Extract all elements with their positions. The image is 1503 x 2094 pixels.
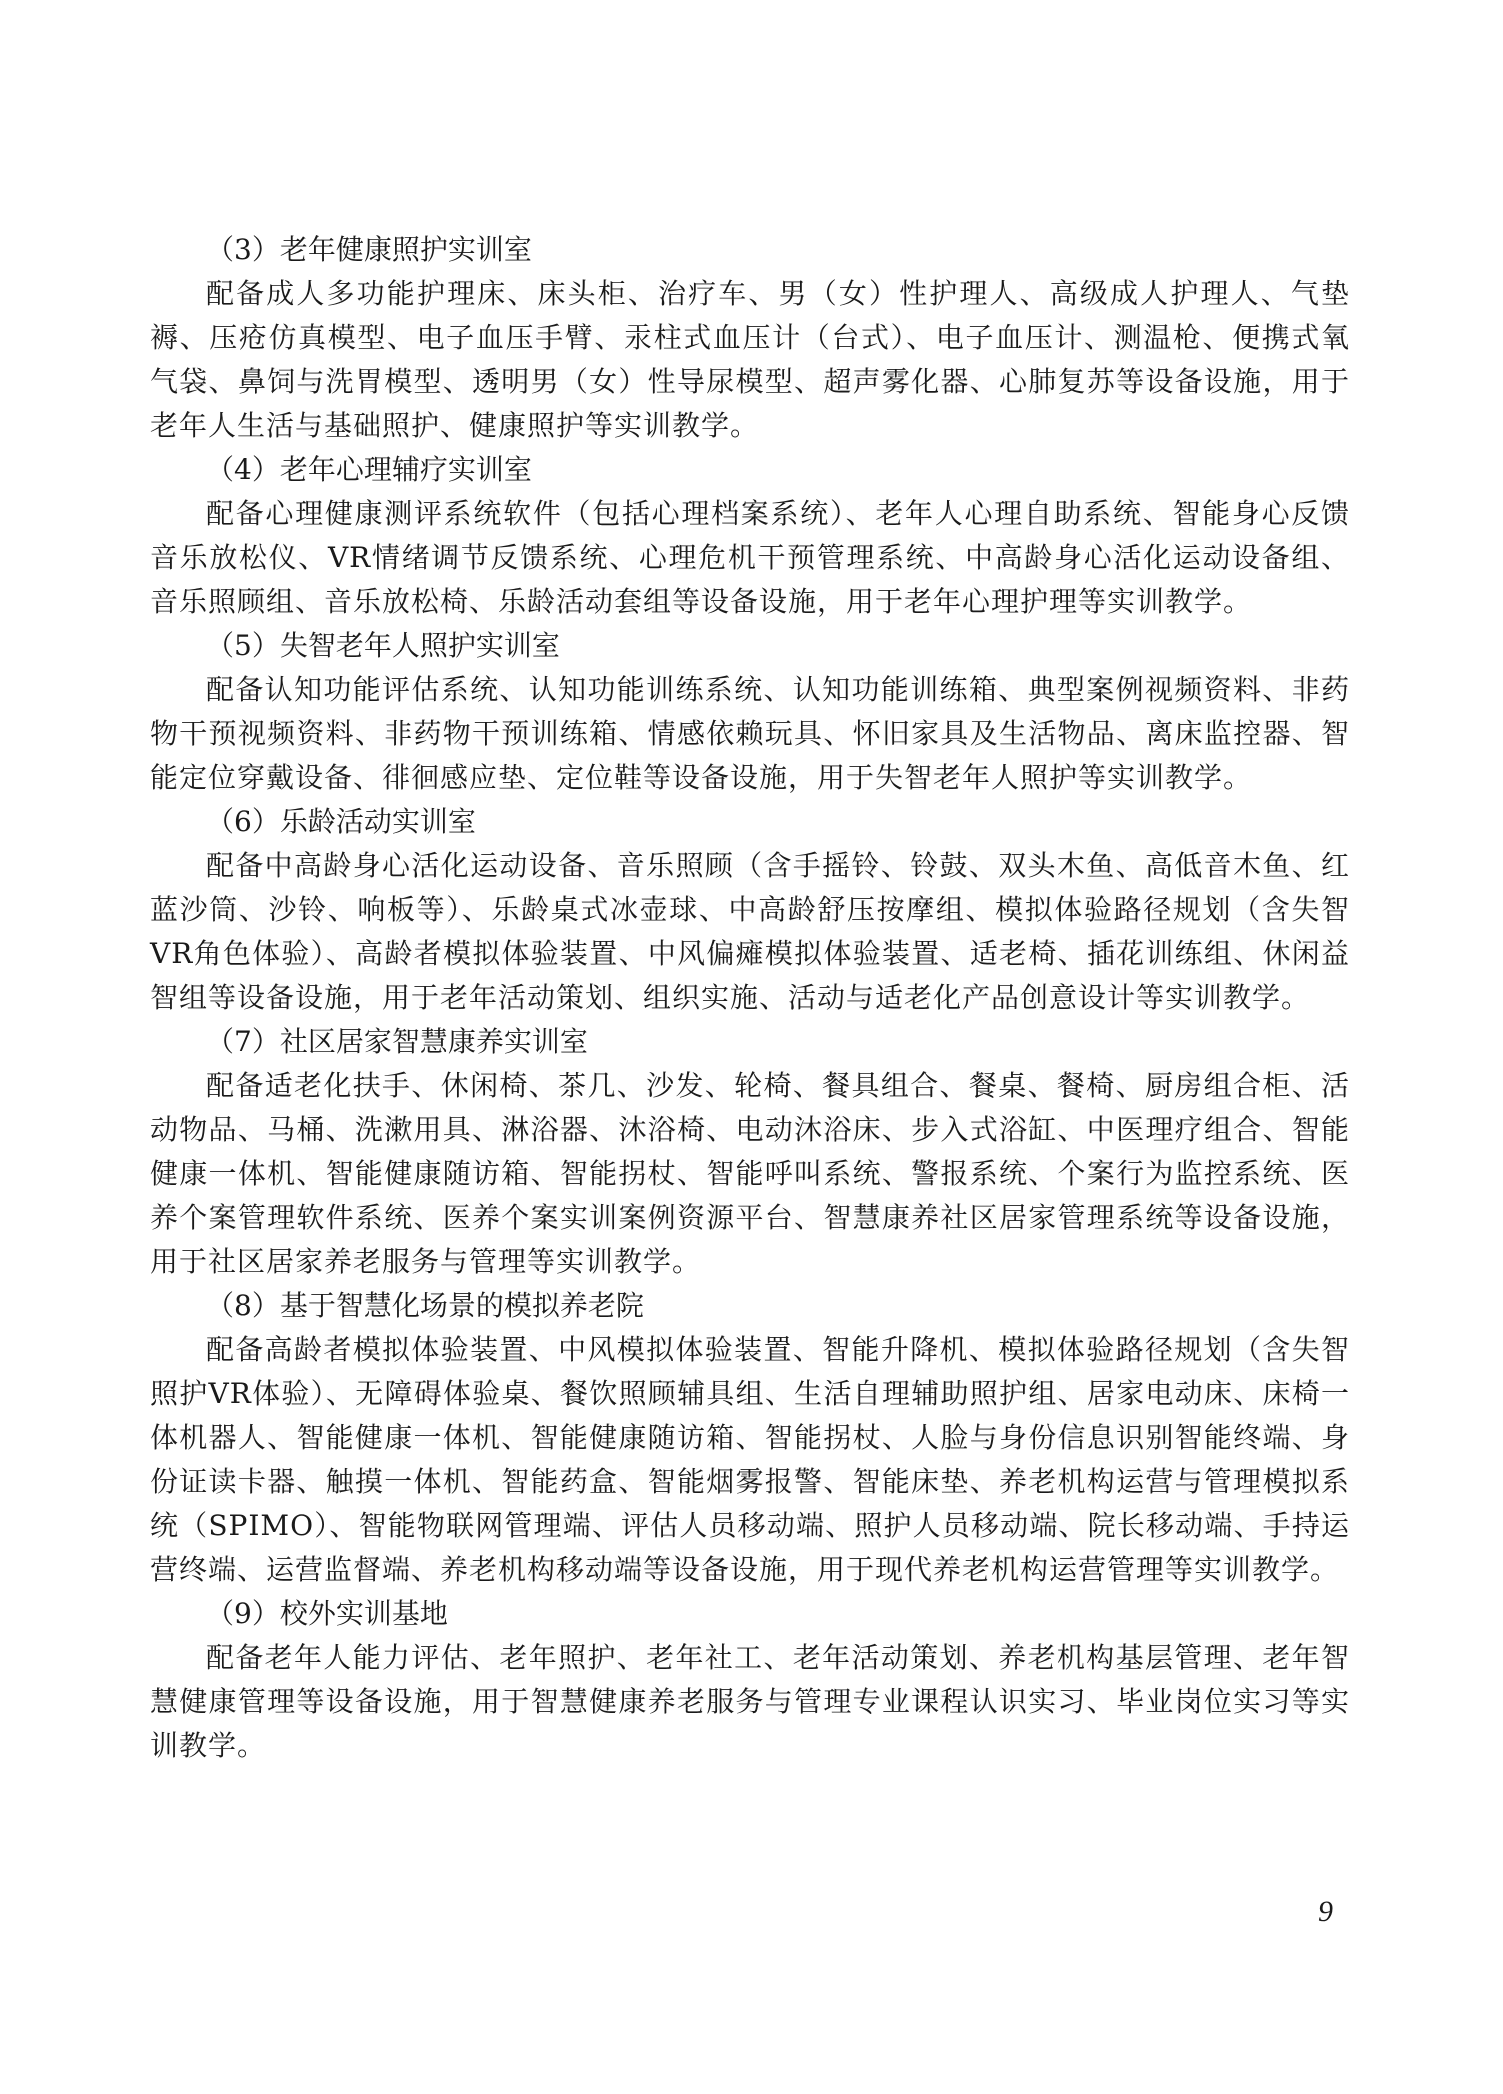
section-paragraph-4: 配备心理健康测评系统软件（包括心理档案系统）、老年人心理自助系统、智能身心反馈音乐放松仪、VR情绪调节反馈系统、心理危机干预管理系统、中高龄身心活化运动设备组、音乐照顾组、音乐放松椅、乐龄活动套组等设备设施，用于老年心理护理等实训教学。 [150,497,1350,618]
section-heading-8: （8）基于智慧化场景的模拟养老院 [206,1289,644,1322]
section-heading-5: （5）失智老年人照护实训室 [206,629,560,662]
section-heading-9: （9）校外实训基地 [206,1597,448,1630]
section-paragraph-7: 配备适老化扶手、休闲椅、茶几、沙发、轮椅、餐具组合、餐桌、餐椅、厨房组合柜、活动物品、马桶、洗漱用具、淋浴器、沐浴椅、电动沐浴床、步入式浴缸、中医理疗组合、智能健康一体机、智能健康随访箱、智能拐杖、智能呼叫系统、警报系统、个案行为监控系统、医养个案管理软件系统、医养个案实训案例资源平台、智慧康养社区居家管理系统等设备设施，用于社区居家养老服务与管理等实训教学。 [150,1069,1350,1278]
section-paragraph-9: 配备老年人能力评估、老年照护、老年社工、老年活动策划、养老机构基层管理、老年智慧健康管理等设备设施，用于智慧健康养老服务与管理专业课程认识实习、毕业岗位实习等实训教学。 [150,1641,1350,1762]
page-number: 9 [1318,1895,1333,1928]
section-paragraph-3: 配备成人多功能护理床、床头柜、治疗车、男（女）性护理人、高级成人护理人、气垫褥、压疮仿真模型、电子血压手臂、汞柱式血压计（台式）、电子血压计、测温枪、便携式氧气袋、鼻饲与洗胃模型、透明男（女）性导尿模型、超声雾化器、心肺复苏等设备设施，用于老年人生活与基础照护、健康照护等实训教学。 [150,277,1350,442]
section-paragraph-5: 配备认知功能评估系统、认知功能训练系统、认知功能训练箱、典型案例视频资料、非药物干预视频资料、非药物干预训练箱、情感依赖玩具、怀旧家具及生活物品、离床监控器、智能定位穿戴设备、徘徊感应垫、定位鞋等设备设施，用于失智老年人照护等实训教学。 [150,673,1350,794]
section-paragraph-6: 配备中高龄身心活化运动设备、音乐照顾（含手摇铃、铃鼓、双头木鱼、高低音木鱼、红蓝沙筒、沙铃、响板等）、乐龄桌式冰壶球、中高龄舒压按摩组、模拟体验路径规划（含失智VR角色体验）、高龄者模拟体验装置、中风偏瘫模拟体验装置、适老椅、插花训练组、休闲益智组等设备设施，用于老年活动策划、组织实施、活动与适老化产品创意设计等实训教学。 [150,849,1350,1014]
section-heading-7: （7）社区居家智慧康养实训室 [206,1025,588,1058]
section-heading-6: （6）乐龄活动实训室 [206,805,476,838]
section-paragraph-8: 配备高龄者模拟体验装置、中风模拟体验装置、智能升降机、模拟体验路径规划（含失智照护VR体验）、无障碍体验桌、餐饮照顾辅具组、生活自理辅助照护组、居家电动床、床椅一体机器人、智能健康一体机、智能健康随访箱、智能拐杖、人脸与身份信息识别智能终端、身份证读卡器、触摸一体机、智能药盒、智能烟雾报警、智能床垫、养老机构运营与管理模拟系统（SPIMO）、智能物联网管理端、评估人员移动端、照护人员移动端、院长移动端、手持运营终端、运营监督端、养老机构移动端等设备设施，用于现代养老机构运营管理等实训教学。 [150,1333,1350,1586]
section-heading-4: （4）老年心理辅疗实训室 [206,453,532,486]
section-heading-3: （3）老年健康照护实训室 [206,233,532,266]
document-body [150,228,1350,1768]
